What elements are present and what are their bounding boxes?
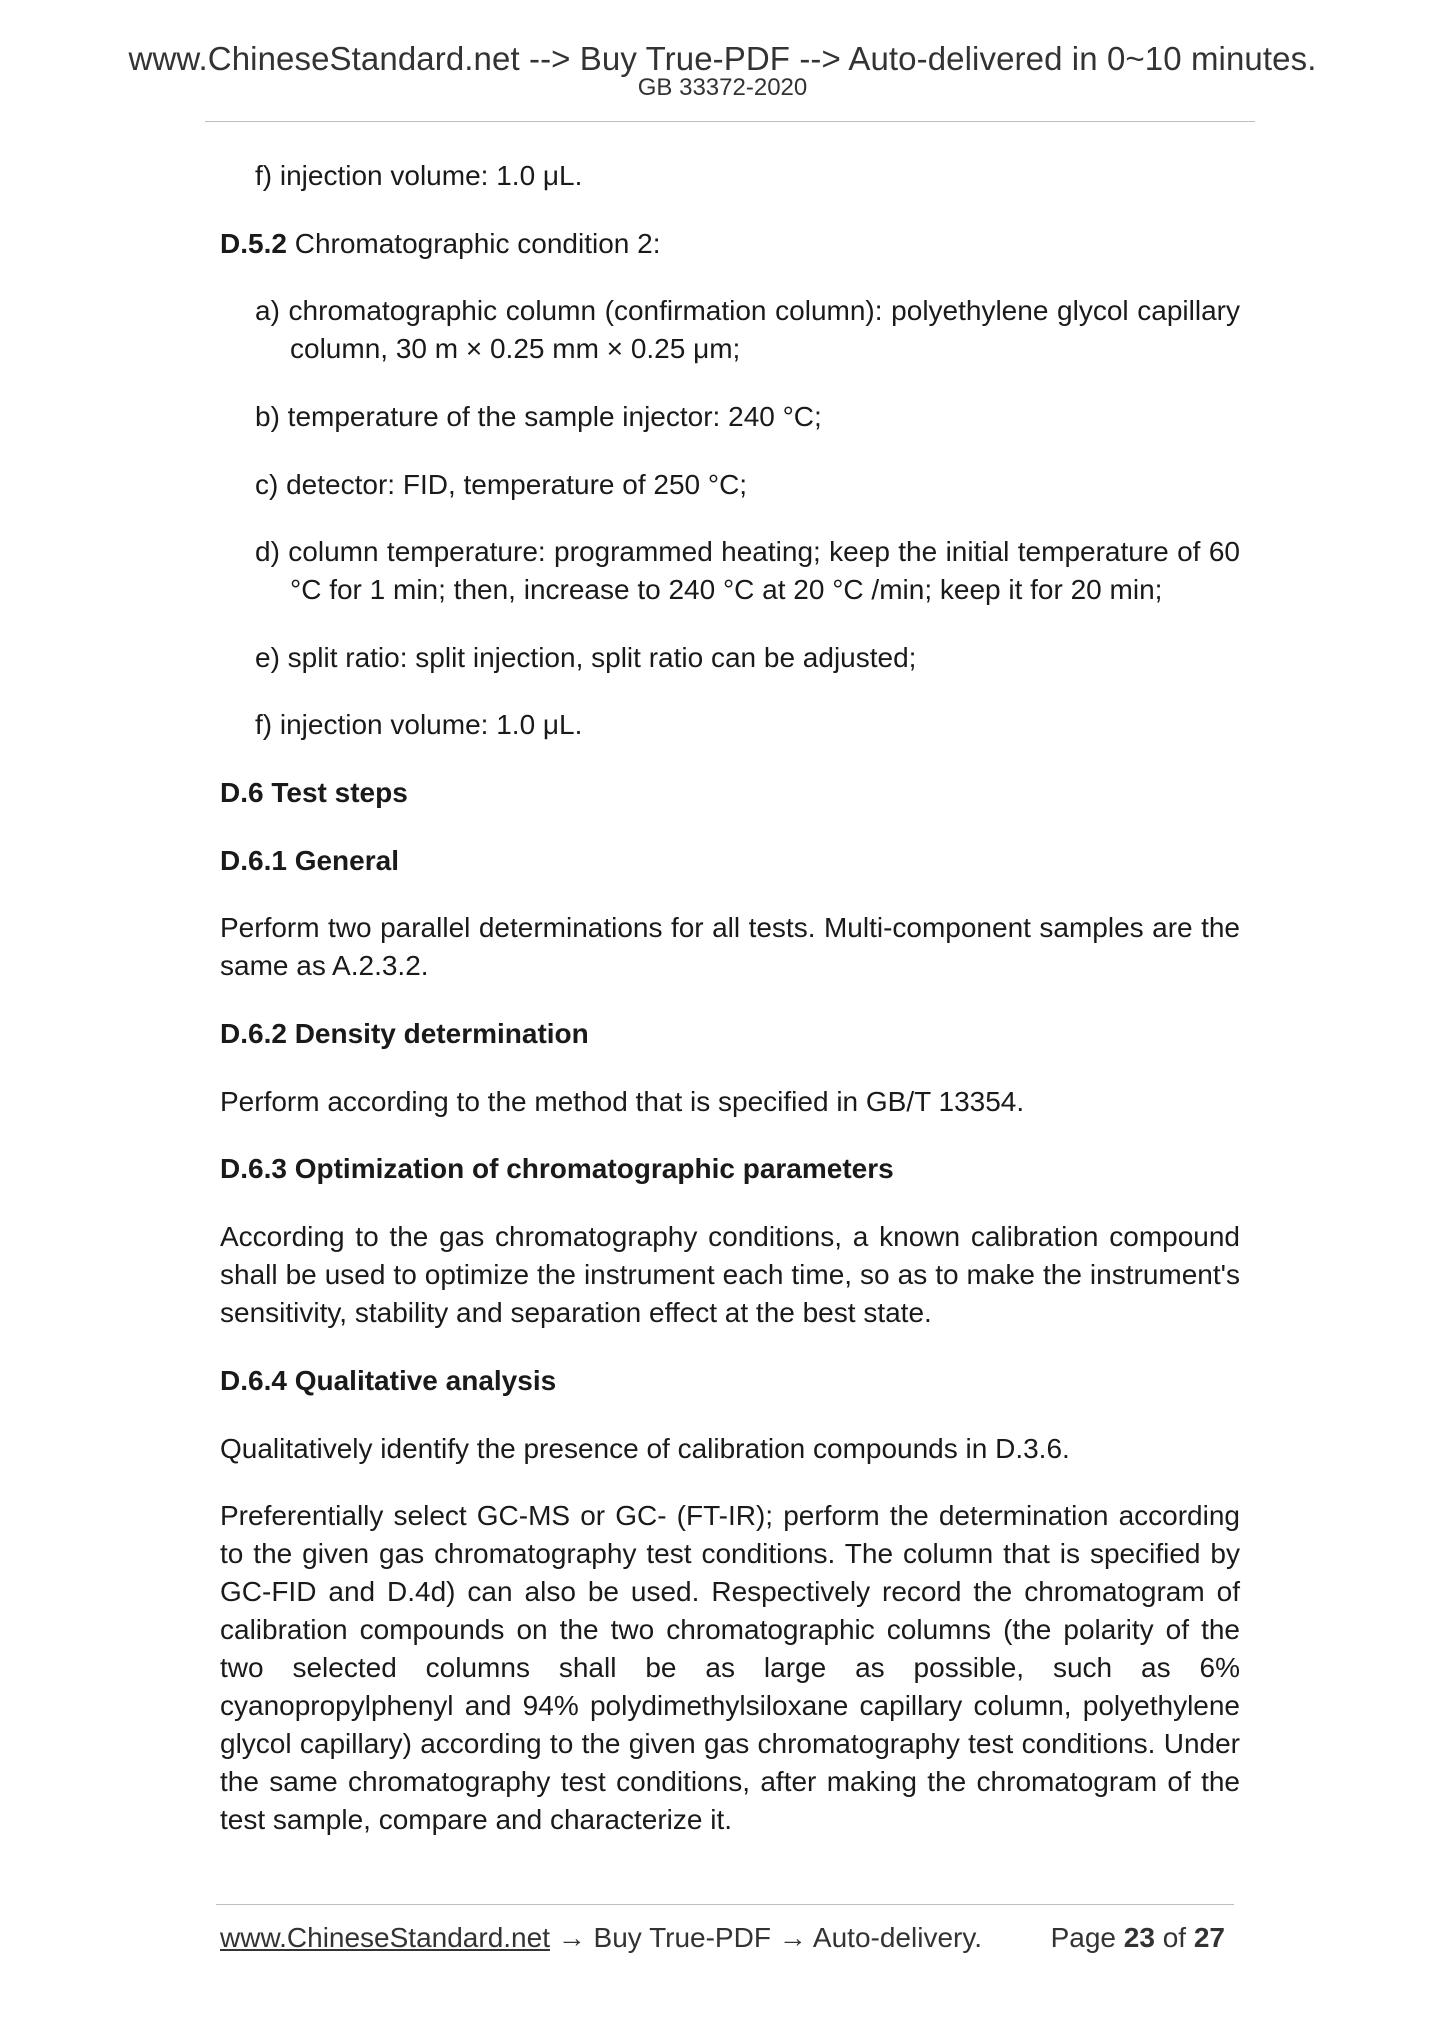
heading-d61: D.6.1 General [220, 845, 399, 876]
paragraph-d64-a: Qualitatively identify the presence of calibration compounds in D.3.6. [220, 1433, 1070, 1464]
list-item-a: a) chromatographic column (confirmation column): polyethylene glycol capillary column, 30 m × 0.25 mm × 0.25 μm; [255, 295, 1240, 364]
heading-d62: D.6.2 Density determination [220, 1018, 589, 1049]
footer-site-link[interactable]: www.ChineseStandard.net [220, 1922, 550, 1953]
paragraph-d63: According to the gas chromatography conditions, a known calibration compound shall be used to optimize the instrument each time, so as to make the instrument's sensitivity, stability and separation effect at the best state. [220, 1221, 1240, 1328]
page-total: 27 [1193, 1922, 1225, 1953]
page-label: Page [1050, 1922, 1124, 1953]
list-item-c: c) detector: FID, temperature of 250 °C; [255, 469, 748, 500]
heading-d64: D.6.4 Qualitative analysis [220, 1365, 557, 1396]
footer-divider [216, 1904, 1234, 1905]
heading-d6: D.6 Test steps [220, 777, 408, 808]
page-current: 23 [1123, 1922, 1155, 1953]
footer-tagline: → Buy True-PDF → Auto-delivery. [549, 1922, 983, 1953]
paragraph-d64-b: Preferentially select GC-MS or GC- (FT-IR); perform the determination according to the given gas chromatography test conditions. The column that is specified by GC-FID and D.4d) can also be used. Respectively record the chromatogram of calibration compounds on the two chromatographic columns (the polarity of the two selected columns shall be as large as possible, such as 6% cyanopropylphenyl and 94% polydimethylsiloxane capillary column, polyethylene glycol capillary) according to the given gas chromatography test conditions. Under the same chromatography test conditions, after making the chromatogram of the test sample, compare and characterize it. [220, 1500, 1240, 1835]
heading-d63: D.6.3 Optimization of chromatographic parameters [220, 1153, 894, 1184]
list-item-e: e) split ratio: split injection, split ratio can be adjusted; [255, 642, 917, 673]
page-indicator [1051, 1922, 1225, 1954]
list-item-f: f) injection volume: 1.0 μL. [255, 709, 583, 740]
header-divider [205, 121, 1255, 122]
clause-number: D.5.2 [220, 228, 287, 259]
paragraph-d62: Perform according to the method that is specified in GB/T 13354. [220, 1086, 1025, 1117]
list-item-b: b) temperature of the sample injector: 240 °C; [255, 401, 822, 432]
page-of: of [1154, 1922, 1194, 1953]
list-item-injection-volume-1: f) injection volume: 1.0 μL. [255, 160, 583, 191]
clause-d52 [220, 225, 1240, 263]
clause-text: Chromatographic condition 2: [286, 228, 661, 259]
list-item-d: d) column temperature: programmed heating; keep the initial temperature of 60 °C for 1 min; then, increase to 240 °C at 20 °C /min; keep it for 20 min; [255, 536, 1240, 605]
paragraph-d61: Perform two parallel determinations for all tests. Multi-component samples are the same as A.2.3.2. [220, 912, 1240, 981]
footer-left [220, 1922, 982, 1954]
header-banner: www.ChineseStandard.net --> Buy True-PDF --> Auto-delivered in 0~10 minutes. [128, 40, 1317, 77]
document-number: GB 33372-2020 [637, 74, 808, 101]
